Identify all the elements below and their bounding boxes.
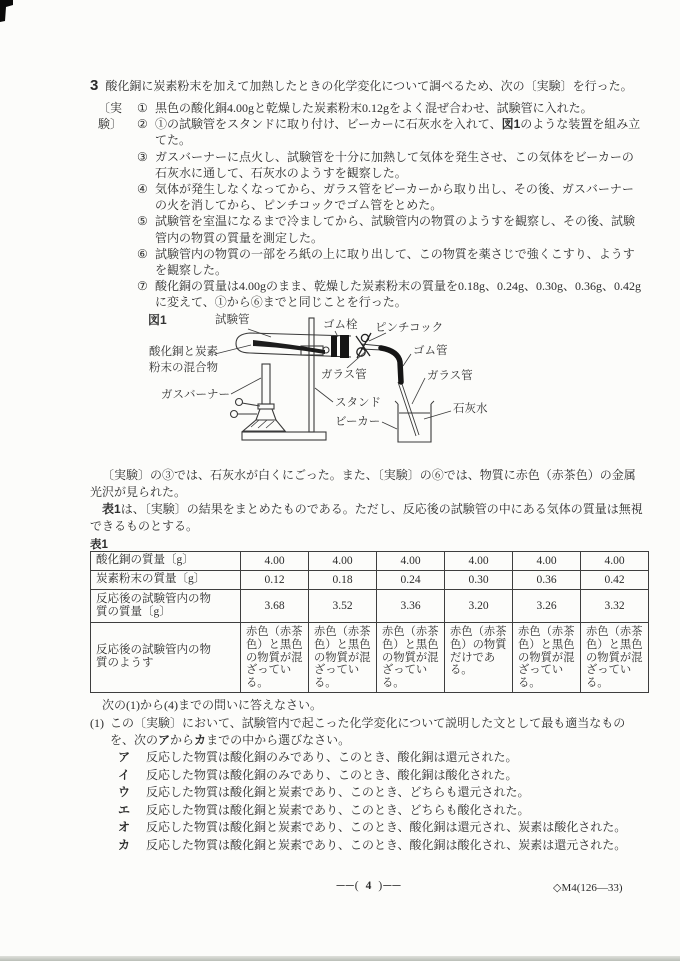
row-header-copper-oxide: 酸化銅の質量〔g〕 xyxy=(91,552,241,571)
option-text: 反応した物質は酸化銅と炭素であり、このとき、酸化銅は酸化され、炭素は還元された。 xyxy=(146,837,627,852)
question-number: 3 xyxy=(90,77,99,94)
question-1-text xyxy=(110,715,648,749)
table-title: 表1 xyxy=(90,539,108,551)
option-marker: エ xyxy=(118,802,131,817)
doc-code: ◇M4(126—33) xyxy=(553,882,623,894)
experiment-step-3 xyxy=(137,149,645,181)
step-text: 黒色の酸化銅4.00gと乾燥した炭素粉末0.12gをよく混ぜ合わせ、試験管に入れた。 xyxy=(155,101,593,115)
cell: 0.42 xyxy=(581,571,649,590)
option-text: 反応した物質は酸化銅のみであり、このとき、酸化銅は酸化された。 xyxy=(146,767,518,782)
observations xyxy=(90,467,647,535)
table-reference: 表1 xyxy=(102,502,121,516)
cell: 0.18 xyxy=(309,571,377,590)
experiment-step-6 xyxy=(137,246,645,278)
step-marker: ⑥ xyxy=(137,246,148,261)
cell: 3.36 xyxy=(377,590,445,623)
experiment-step-5 xyxy=(137,213,645,245)
cell: 3.52 xyxy=(309,590,377,623)
table-intro-paragraph xyxy=(90,501,647,535)
label-beaker: ビーカー xyxy=(335,416,381,428)
experiment-step-7 xyxy=(137,278,645,310)
table-row-carbon xyxy=(91,571,649,590)
step-marker: ④ xyxy=(137,182,148,197)
step-marker: ⑤ xyxy=(137,214,148,229)
cell: 赤色（赤茶色）と黒色の物質が混ざっている。 xyxy=(377,623,445,693)
step-text: 気体が発生しなくなってから、ガラス管をビーカーから取り出し、その後、ガスバーナーの火を消してから、ピンチコックでゴム管をとめた。 xyxy=(155,182,634,213)
cell: 3.26 xyxy=(513,590,581,623)
table-row-appearance xyxy=(91,623,649,693)
question-intro: 酸化銅に炭素粉末を加えて加熱したときの化学変化について調べるため、次の〔実験〕を行った。 xyxy=(105,79,633,93)
q1-to-letter: カ xyxy=(194,733,207,748)
figure-1 xyxy=(85,312,645,464)
label-mixture-line1: 酸化銅と炭素 xyxy=(149,346,218,358)
cell: 4.00 xyxy=(513,552,581,571)
cell: 4.00 xyxy=(445,552,513,571)
step-marker: ⑦ xyxy=(137,279,148,294)
glass-tube-outline xyxy=(398,381,419,436)
option-ka xyxy=(118,837,648,855)
row-header-appearance: 反応後の試験管内の物質のようす xyxy=(91,623,241,693)
question-header xyxy=(90,77,650,95)
cell: 0.30 xyxy=(445,571,513,590)
figure-reference: 図1 xyxy=(501,117,521,132)
step-text xyxy=(155,116,645,148)
cell: 0.24 xyxy=(377,571,445,590)
cell: 赤色（赤茶色）と黒色の物質が混ざっている。 xyxy=(513,623,581,693)
cell: 赤色（赤茶色）と黒色の物質が混ざっている。 xyxy=(241,623,309,693)
experiment-label: 〔実験〕 xyxy=(98,101,123,132)
label-rubber-tube: ゴム管 xyxy=(413,345,448,357)
label-rubber-stopper: ゴム栓 xyxy=(323,319,358,331)
cell: 0.12 xyxy=(241,571,309,590)
footer-paren-close: ) xyxy=(378,880,384,892)
q1-text-post: までの中から選びなさい。 xyxy=(206,733,351,748)
option-i xyxy=(118,767,648,785)
cell: 4.00 xyxy=(309,552,377,571)
option-u xyxy=(118,784,648,802)
label-test-tube: 試験管 xyxy=(215,314,250,326)
rubber-tube-shape xyxy=(381,348,401,382)
option-marker: カ xyxy=(118,837,131,852)
footer-dash-left: ── xyxy=(336,880,355,892)
burner-chimney xyxy=(262,364,270,404)
page-number: 4 xyxy=(365,880,373,892)
cell: 赤色（赤茶色）と黒色の物質が混ざっている。 xyxy=(581,623,649,693)
cell: 赤色（赤茶色）の物質だけである。 xyxy=(445,623,513,693)
option-e xyxy=(118,802,648,820)
option-text: 反応した物質は酸化銅と炭素であり、このとき、酸化銅は還元され、炭素は酸化された。 xyxy=(146,820,627,835)
row-header-carbon: 炭素粉末の質量〔g〕 xyxy=(91,571,241,590)
step-marker: ① xyxy=(137,101,148,115)
observation-paragraph: 〔実験〕の③では、石灰水が白くにごった。また、〔実験〕の⑥では、物質に赤色（赤茶色）の金属光沢が見られた。 xyxy=(90,468,636,499)
cell: 4.00 xyxy=(581,552,649,571)
footer-dash-right: ── xyxy=(383,880,402,892)
cell: 4.00 xyxy=(241,552,309,571)
step-marker: ② xyxy=(137,117,148,132)
beaker-outline xyxy=(398,404,431,442)
experiment-step-4 xyxy=(137,181,645,213)
step-marker: ③ xyxy=(137,149,148,164)
footer-paren-open: ( xyxy=(354,880,360,892)
option-marker: ウ xyxy=(118,785,131,800)
step-text-pre: ①の試験管をスタンドに取り付け、ビーカーに石灰水を入れて、 xyxy=(155,117,502,132)
cell: 3.20 xyxy=(445,590,513,623)
step-text: 試験管を室温になるまで冷ましてから、試験管内の物質のようすを観察し、その後、試験管内の物質の質量を測定した。 xyxy=(155,214,636,245)
step-text: 酸化銅の質量は4.00gのまま、乾燥した炭素粉末の質量を0.18g、0.24g、0.30g、0.36g、0.42gに変えて、①から⑥までと同じことを行った。 xyxy=(155,279,642,310)
table-row-copper-oxide xyxy=(91,552,649,571)
figure-title: 図1 xyxy=(148,313,167,327)
experiment-step-2 xyxy=(137,116,645,148)
table-row-residue-mass xyxy=(91,590,649,623)
experiment-step-1 xyxy=(137,100,645,116)
option-text: 反応した物質は酸化銅と炭素であり、このとき、どちらも酸化された。 xyxy=(146,802,530,817)
results-table xyxy=(90,551,649,693)
question-1 xyxy=(90,715,648,749)
experiment-block xyxy=(98,100,645,311)
cell: 0.36 xyxy=(513,571,581,590)
questions-section xyxy=(90,697,648,854)
option-marker: ア xyxy=(118,750,131,765)
option-text: 反応した物質は酸化銅と炭素であり、このとき、どちらも還元された。 xyxy=(146,785,530,800)
label-pinchcock: ピンチコック xyxy=(375,322,444,334)
pinchcock-shape xyxy=(356,333,371,358)
stopper-fill xyxy=(331,336,337,357)
cell: 赤色（赤茶色）と黒色の物質が混ざっている。 xyxy=(309,623,377,693)
option-marker: オ xyxy=(118,820,131,835)
option-marker: イ xyxy=(118,767,131,782)
q1-text-pre: この〔実験〕において、試験管内で起こった化学変化について説明した文として最も適当なものを、次の xyxy=(110,716,626,748)
label-gas-burner: ガスバーナー xyxy=(161,389,230,401)
cell: 3.68 xyxy=(241,590,309,623)
cell: 3.32 xyxy=(581,590,649,623)
cell: 4.00 xyxy=(377,552,445,571)
label-glass-tube-right: ガラス管 xyxy=(427,370,473,382)
experiment-steps xyxy=(137,100,645,311)
questions-lead: 次の(1)から(4)までの問いに答えなさい。 xyxy=(102,698,322,712)
table-intro-rest: は、〔実験〕の結果をまとめたものである。ただし、反応後の試験管の中にある気体の質量は無視できるものとする。 xyxy=(90,502,643,533)
option-a xyxy=(118,749,648,767)
stand-base xyxy=(242,432,326,440)
q1-from-letter: ア xyxy=(158,733,171,748)
q1-text-mid: から xyxy=(170,733,195,748)
question-1-marker: (1) xyxy=(90,716,104,730)
label-stand: スタンド xyxy=(335,397,381,409)
scan-bottom-edge xyxy=(0,956,680,961)
scan-artifact xyxy=(0,0,16,24)
label-glass-tube-left: ガラス管 xyxy=(321,369,367,381)
row-header-residue-mass: 反応後の試験管内の物質の質量〔g〕 xyxy=(91,590,241,623)
option-o xyxy=(118,819,648,837)
option-text: 反応した物質は酸化銅のみであり、このとき、酸化銅は還元された。 xyxy=(146,750,518,765)
step-text: ガスバーナーに点火し、試験管を十分に加熱して気体を発生させ、この気体をビーカーの石灰水に通して、石灰水のようすを観察した。 xyxy=(155,149,634,180)
step-text-post: のような装置を組み立てた。 xyxy=(155,117,641,148)
apparatus-diagram xyxy=(85,312,645,464)
step-text: 試験管内の物質の一部をろ紙の上に取り出して、この物質を薬さじで強くこすり、ようすを観察した。 xyxy=(155,246,635,278)
label-limewater: 石灰水 xyxy=(453,403,488,415)
label-mixture-line2: 粉末の混合物 xyxy=(149,362,218,374)
